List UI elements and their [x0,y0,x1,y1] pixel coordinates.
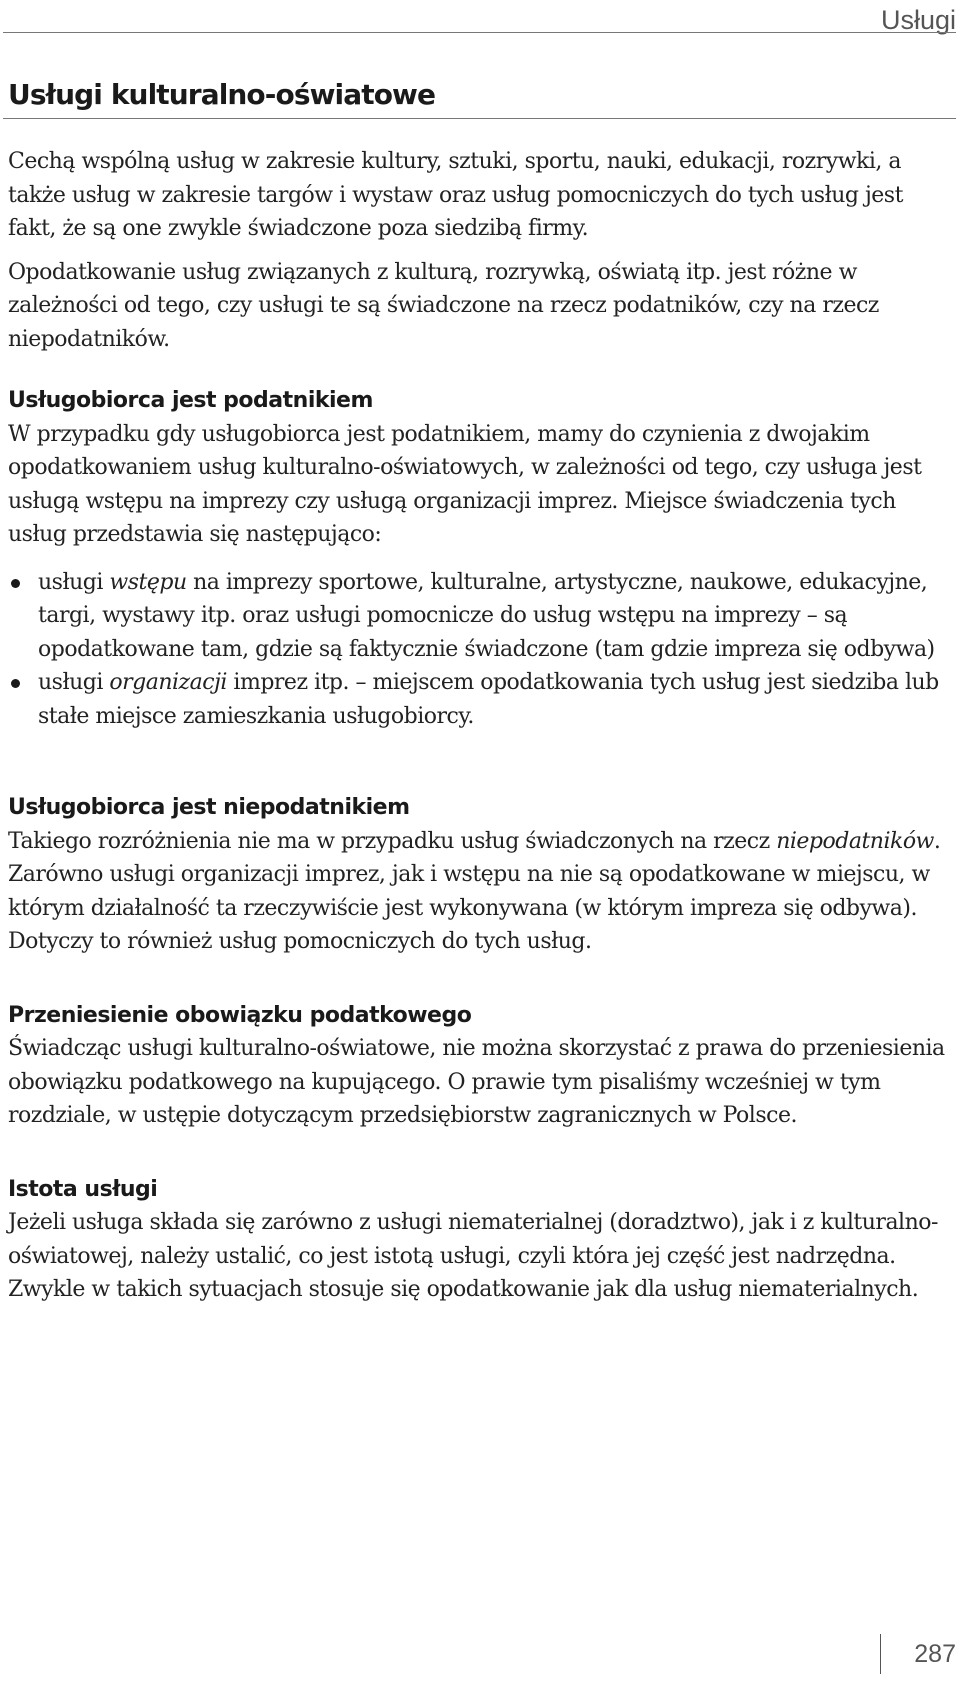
section-title: Usługi kulturalno-oświatowe [8,78,436,111]
heading-service-essence: Istota usługi [8,1176,158,1202]
intro-paragraph-2: Opodatkowanie usług związanych z kulturą, rozrywką, oświatą itp. jest różne w zależności od tego, czy usługi te są świadczone na rzecz podatników, czy na rzecz niepodatników. [8,259,879,352]
page-body [8,145,948,1307]
reverse-charge-paragraph: Świadcząc usługi kulturalno-oświatowe, nie można skorzystać z prawa do przeniesienia obowiązku podatkowego na kupującego. O prawie tym pisaliśmy wcześniej w tym rozdziale, w ustępie dotyczącym przedsiębiorstw zagranicznych w Polsce. [8,1036,945,1128]
service-essence-paragraph: Jeżeli usługa składa się zarówno z usługi niematerialnej (doradztwo), jak i z kulturalno-oświatowej, należy ustalić, co jest istotą usługi, czyli która jej część jest nadrzędna. Zwykle w takich sytuacjach stosuje się opodatkowanie jak dla usług niematerialnych. [8,1210,938,1302]
emphasis-wstepu: wstępu [109,569,187,595]
heading-reverse-charge: Przeniesienie obowiązku podatkowego [8,1002,472,1028]
emphasis-niepodatnikow: niepodatników [776,828,934,854]
emphasis-organizacji: organizacji [109,670,227,695]
folio-rule [880,1634,881,1674]
running-header: Usługi [880,5,956,35]
title-rule [3,118,956,119]
list-item-admission: usługi wstępu na imprezy sportowe, kulturalne, artystyczne, naukowe, edukacyjne, targi, wystawy itp. oraz usługi pomocnicze do usług wstępu na imprezy – są opodatkowane tam, gdzie są faktycznie świadczone (tam gdzie impreza się odbywa) [8,566,948,667]
heading-taxpayer: Usługobiorca jest podatnikiem [8,388,373,413]
list-item-organization: usługi organizacji imprez itp. – miejscem opodatkowania tych usług jest siedziba lub stałe miejsce zamieszkania usługobiorcy. [8,666,948,733]
heading-non-taxpayer: Usługobiorca jest niepodatnikiem [8,795,410,820]
page-number: 287 [914,1640,956,1668]
non-taxpayer-paragraph: Takiego rozróżnienia nie ma w przypadku usług świadczonych na rzecz niepodatników. Zarówno usługi organizacji imprez, jak i wstępu na nie są opodatkowane w miejscu, w którym działalność ta rzeczywiście jest wykonywana (w którym impreza się odbywa). Dotyczy to również usług pomocniczych do tych usług. [8,828,941,954]
header-rule [3,32,956,33]
taxpayer-paragraph: W przypadku gdy usługobiorca jest podatnikiem, mamy do czynienia z dwojakim opodatkowaniem usług kulturalno-oświatowych, w zależności od tego, czy usługa jest usługą wstępu na imprezy czy usługą organizacji imprez. Miejsce świadczenia tych usług przedstawia się następująco: [8,421,922,547]
place-of-supply-list [8,566,948,734]
intro-paragraph-1: Cechą wspólną usług w zakresie kultury, sztuki, sportu, nauki, edukacji, rozrywki, a także usług w zakresie targów i wystaw oraz usług pomocniczych do tych usług jest fakt, że są one zwykle świadczone poza siedzibą firmy. [8,149,903,241]
